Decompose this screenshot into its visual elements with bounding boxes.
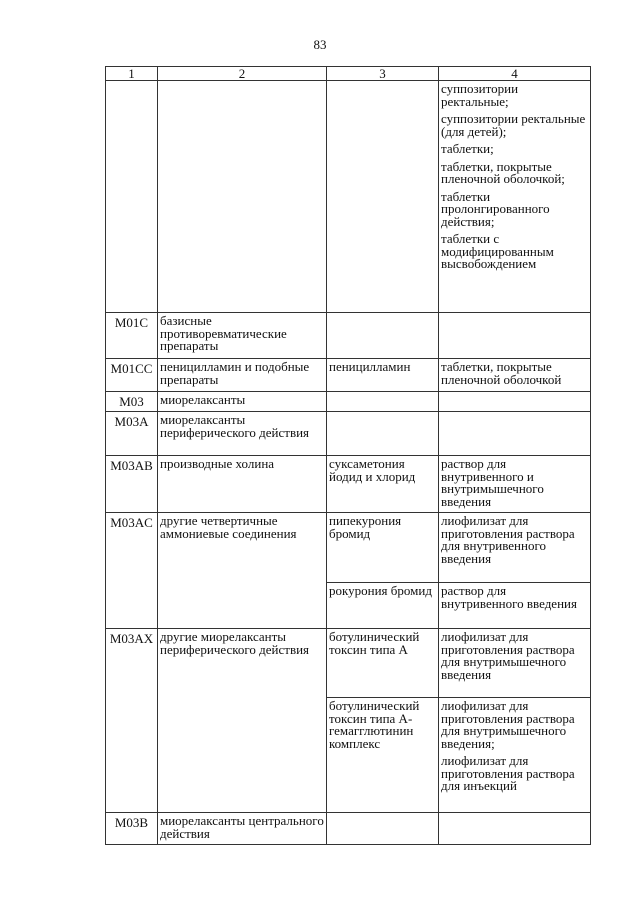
table-row (106, 513, 591, 583)
atc-code-cell: M03AX (106, 629, 158, 813)
atc-code-cell: M03B (106, 813, 158, 845)
group-name-cell: миорелаксанты периферического действия (158, 412, 327, 456)
table-header-row (106, 67, 591, 81)
atc-code-cell (106, 81, 158, 313)
table-row (106, 629, 591, 698)
dosage-form-cell: раствор для внутривенного введения (439, 583, 591, 629)
header-col-1: 1 (106, 67, 158, 81)
header-col-2: 2 (158, 67, 327, 81)
drug-name-cell: суксаметония йодид и хлорид (327, 456, 439, 513)
drug-name-cell (327, 813, 439, 845)
dosage-form: таблетки с модифицированным высвобождением (441, 231, 554, 271)
drug-name-cell: ботулинический токсин типа А-гемагглютинин комплекс (327, 698, 439, 813)
table-row (106, 813, 591, 845)
table-row (106, 313, 591, 359)
group-name-cell: другие четвертичные аммониевые соединения (158, 513, 327, 629)
dosage-form: суппозитории ректальные (для детей); (441, 111, 586, 139)
dosage-form-cell (439, 313, 591, 359)
group-name-cell: миорелаксанты центрального действия (158, 813, 327, 845)
atc-code-cell: M03AC (106, 513, 158, 629)
group-name-cell: базисные противоревматические препараты (158, 313, 327, 359)
drug-name-cell: ботулинический токсин типа А (327, 629, 439, 698)
table-row (106, 456, 591, 513)
dosage-form: суппозитории ректальные; (441, 81, 519, 109)
drug-name-cell: пипекурония бромид (327, 513, 439, 583)
dosage-form-cell: таблетки, покрытые пленочной оболочкой (439, 359, 591, 392)
dosage-form: таблетки, покрытые пленочной оболочкой; (441, 158, 565, 186)
header-col-4: 4 (439, 67, 591, 81)
drug-name-cell (327, 412, 439, 456)
atc-code-cell: M03AB (106, 456, 158, 513)
dosage-form-cell: лиофилизат для приготовления раствора для внутривенного введения (439, 513, 591, 583)
group-name-cell: производные холина (158, 456, 327, 513)
atc-code-cell: M03A (106, 412, 158, 456)
dosage-form-cell (439, 81, 591, 313)
drug-name-cell: рокурония бромид (327, 583, 439, 629)
dosage-form-cell: лиофилизат для приготовления раствора для внутримышечного введения (439, 629, 591, 698)
atc-code-cell: M01C (106, 313, 158, 359)
drug-name-cell (327, 81, 439, 313)
page-number: 83 (313, 37, 327, 52)
group-name-cell: другие миорелаксанты периферического действия (158, 629, 327, 813)
atc-code-cell: M01CC (106, 359, 158, 392)
drug-classification-table (105, 66, 591, 845)
dosage-form-cell: раствор для внутривенного и внутримышечного введения (439, 456, 591, 513)
dosage-form: таблетки пролонгированного действия; (441, 188, 550, 229)
atc-code-cell: M03 (106, 392, 158, 412)
drug-name-cell: пеницилламин (327, 359, 439, 392)
table-row (106, 412, 591, 456)
dosage-form: лиофилизат для приготовления раствора для внутримышечного введения; (441, 698, 575, 751)
table-row (106, 81, 591, 313)
header-col-3: 3 (327, 67, 439, 81)
group-name-cell: пеницилламин и подобные препараты (158, 359, 327, 392)
dosage-form-cell (439, 412, 591, 456)
table-row (106, 359, 591, 392)
drug-name-cell (327, 313, 439, 359)
dosage-form: таблетки; (441, 141, 494, 156)
table-row (106, 392, 591, 412)
group-name-cell (158, 81, 327, 313)
dosage-form-cell (439, 698, 591, 813)
group-name-cell: миорелаксанты (158, 392, 327, 412)
dosage-form-cell (439, 392, 591, 412)
dosage-form: лиофилизат для приготовления раствора для инъекций (441, 753, 575, 793)
drug-name-cell (327, 392, 439, 412)
dosage-form-cell (439, 813, 591, 845)
